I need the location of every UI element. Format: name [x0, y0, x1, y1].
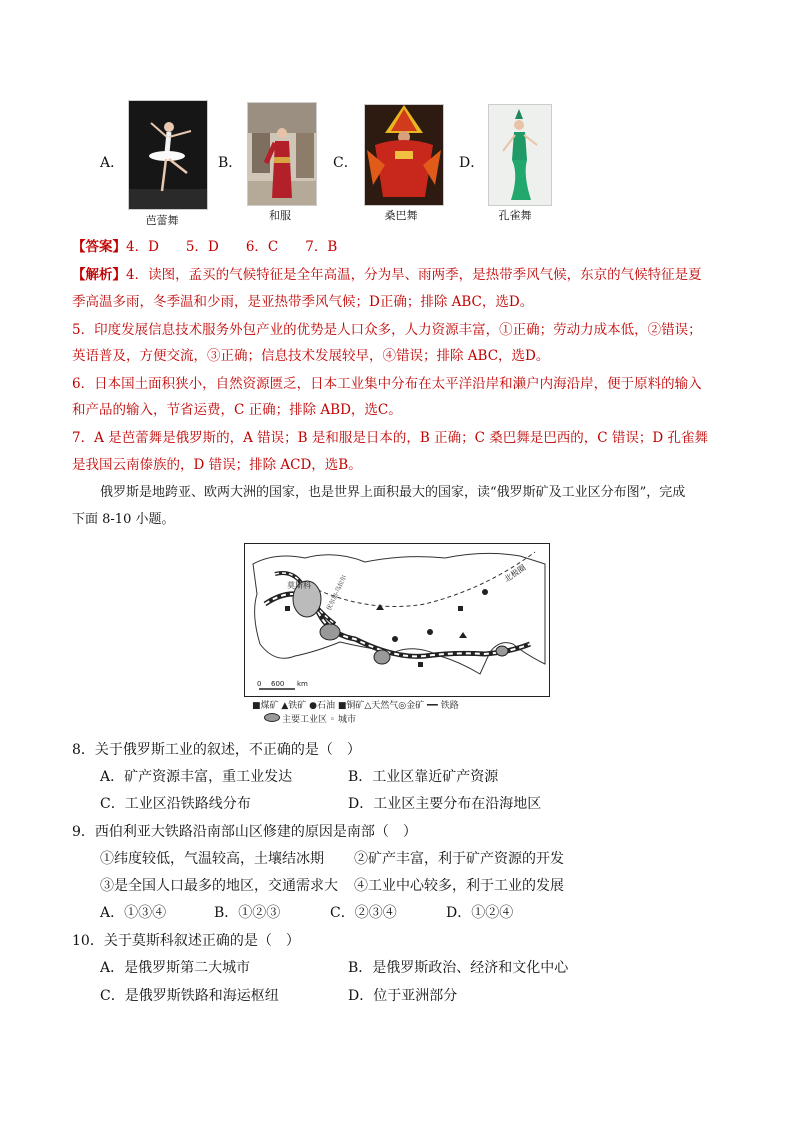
- analysis-line-2: 季高温多雨，冬季温和少雨，是亚热带季风气候；D正确；排除 ABC，选D。: [72, 294, 534, 310]
- question-10-option-a: A．是俄罗斯第二大城市: [100, 960, 251, 976]
- analysis-line-4: 英语普及，方便交流，③正确；信息技术发展较早，④错误；排除 ABC，选D。: [72, 348, 550, 364]
- question-8-option-a: A．矿产资源丰富，重工业发达: [100, 769, 293, 785]
- question-9-option-c: C．②③④: [330, 905, 397, 921]
- option-d-letter: D．: [459, 155, 485, 171]
- question-10-stem: 10．关于莫斯科叙述正确的是（ ）: [72, 933, 300, 949]
- map-legend-line-2: 主要工业区 ◦ 城市: [282, 715, 357, 725]
- industrial-zone-swatch: [264, 713, 280, 722]
- question-9-statement-4: ④工业中心较多，利于工业的发展: [354, 878, 564, 894]
- question-8-option-d: D．工业区主要分布在沿海地区: [348, 796, 542, 812]
- map-label-arctic: 北极圈: [502, 562, 528, 585]
- option-b-letter: B．: [218, 155, 243, 171]
- question-8-stem: 8．关于俄罗斯工业的叙述，不正确的是（ ）: [72, 742, 361, 758]
- analysis-tag: 【解析】: [72, 267, 126, 283]
- map-label-zone: 伏尔加-乌拉尔: [325, 574, 349, 612]
- question-9-stem: 9．西伯利亚大铁路沿南部山区修建的原因是南部（ ）: [72, 824, 417, 840]
- option-c-letter: C．: [333, 155, 358, 171]
- question-8-option-b: B．工业区靠近矿产资源: [348, 769, 499, 785]
- analysis-line-8: 是我国云南傣族的，D 错误；排除 ACD，选B。: [72, 457, 362, 473]
- analysis-line-3: 5．印度发展信息技术服务外包产业的优势是人口众多，人力资源丰富，①正确；劳动力成本低，②错误；: [72, 322, 702, 338]
- question-10-option-c: C．是俄罗斯铁路和海运枢纽: [100, 988, 279, 1004]
- analysis-line-6: 和产品的输入，节省运费，C 正确；排除 ABD，选C。: [72, 402, 402, 418]
- intro-line-1: 俄罗斯是地跨亚、欧两大洲的国家，也是世界上面积最大的国家，读“俄罗斯矿及工业区分布图”，完成: [100, 485, 686, 500]
- map-scale-unit: km: [297, 680, 308, 688]
- question-10-option-b: B．是俄罗斯政治、经济和文化中心: [348, 960, 569, 976]
- answer-text: 4．D 5．D 6．C 7．B: [126, 239, 338, 255]
- question-9-option-b: B．①②③: [214, 905, 281, 921]
- ballet-photo: [128, 100, 208, 210]
- question-9-option-d: D．①②④: [446, 905, 514, 921]
- question-9-statement-1: ①纬度较低，气温较高，土壤结冰期: [100, 851, 324, 867]
- analysis-text: 4．读图，孟买的气候特征是全年高温，分为旱、雨两季，是热带季风气候，东京的气候特征是夏: [126, 267, 702, 283]
- option-d-caption: 孔雀舞: [498, 209, 532, 222]
- analysis-line-1: [72, 265, 702, 285]
- peacock-dance-photo: [488, 104, 552, 206]
- option-b-caption: 和服: [269, 209, 291, 222]
- answer-tag: 【答案】: [72, 239, 126, 255]
- samba-photo: [364, 104, 444, 206]
- option-a-caption: 芭蕾舞: [145, 214, 179, 227]
- question-8-option-c: C．工业区沿铁路线分布: [100, 796, 251, 812]
- map-label-moscow: 莫斯科: [287, 581, 311, 590]
- map-scale-600: 600: [271, 680, 285, 688]
- analysis-line-5: 6．日本国土面积狭小，自然资源匮乏，日本工业集中分布在太平洋沿岸和濑户内海沿岸，便于原料的输入: [72, 376, 702, 392]
- question-9-statement-3: ③是全国人口最多的地区，交通需求大: [100, 878, 338, 894]
- question-9-statement-2: ②矿产丰富，利于矿产资源的开发: [354, 851, 564, 867]
- question-9-option-a: A．①③④: [100, 905, 167, 921]
- russia-map-drawing: [245, 544, 549, 696]
- intro-line-2: 下面 8-10 小题。: [72, 512, 175, 527]
- question-10-option-d: D．位于亚洲部分: [348, 988, 458, 1004]
- analysis-line-7: 7．A 是芭蕾舞是俄罗斯的，A 错误；B 是和服是日本的，B 正确；C 桑巴舞是巴西的，C 错误；D 孔雀舞: [72, 430, 708, 446]
- option-c-caption: 桑巴舞: [384, 209, 418, 222]
- answer-line: [72, 237, 337, 257]
- map-legend-line-1: ■煤矿 ▲铁矿 ●石油 ■铜矿△天然气◎金矿 ━━ 铁路: [252, 701, 459, 711]
- map-scale-zero: 0: [257, 680, 262, 688]
- kimono-photo: [247, 102, 317, 206]
- option-a-letter: A．: [100, 155, 125, 171]
- russia-map: [244, 543, 550, 697]
